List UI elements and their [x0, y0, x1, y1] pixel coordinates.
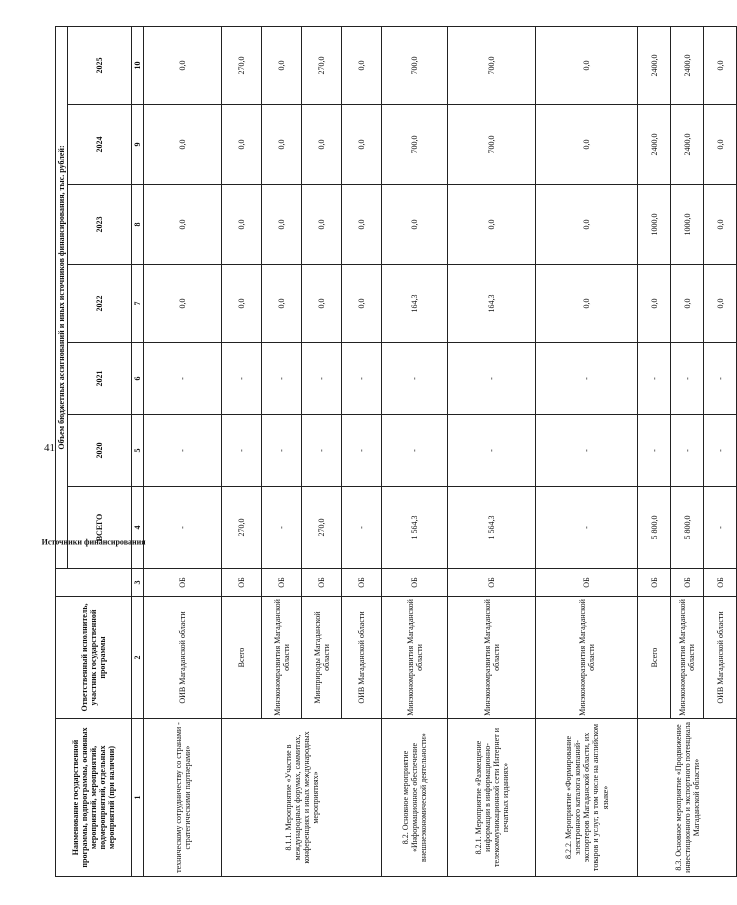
row-source: ОБ: [342, 569, 382, 597]
row-value: 270,0: [302, 26, 342, 104]
row-value: 5 800,0: [671, 487, 704, 569]
row-source: ОБ: [222, 569, 262, 597]
row-name: 8.3. Основное мероприятие «Продвижение инвестиционного и экспортного потенциала Магаданской области»: [638, 719, 737, 877]
row-value: 0,0: [302, 185, 342, 265]
row-value: 270,0: [222, 26, 262, 104]
row-value: 2400,0: [671, 26, 704, 104]
row-value: 0,0: [342, 265, 382, 343]
row-executor: ОИВ Магаданской области: [144, 597, 222, 719]
row-value: -: [144, 343, 222, 415]
row-value: -: [382, 415, 448, 487]
row-source: ОБ: [536, 569, 638, 597]
row-executor: Минэкономразвития Магаданской области: [448, 597, 536, 719]
row-value: 0,0: [536, 265, 638, 343]
row-value: 1000,0: [671, 185, 704, 265]
row-value: 0,0: [536, 105, 638, 185]
row-name: 8.1.1. Мероприятие «Участие в международных форумах, саммитах, конференциях и иных международных мероприятиях»: [222, 719, 382, 877]
header-year: 2021: [68, 343, 132, 415]
table-row: [638, 26, 671, 876]
row-source: ОБ: [448, 569, 536, 597]
row-value: -: [638, 343, 671, 415]
row-value: -: [448, 415, 536, 487]
row-value: -: [671, 415, 704, 487]
row-value: 164,3: [382, 265, 448, 343]
row-value: 0,0: [262, 265, 302, 343]
row-value: -: [144, 415, 222, 487]
row-value: 2400,0: [638, 26, 671, 104]
row-name: 8.2.1. Мероприятие «Размещение информации в информационно-телекоммуникационной сети Интернет и печатных изданиях»: [448, 719, 536, 877]
row-value: -: [262, 487, 302, 569]
row-value: 0,0: [302, 265, 342, 343]
row-value: -: [536, 487, 638, 569]
row-source: ОБ: [671, 569, 704, 597]
row-value: -: [704, 343, 737, 415]
row-value: -: [262, 343, 302, 415]
header-year: ВСЕГО: [68, 487, 132, 569]
row-value: -: [536, 415, 638, 487]
header-executor: Ответственный исполнитель, участник государственной программы: [56, 597, 132, 719]
row-value: 2400,0: [638, 105, 671, 185]
row-source: ОБ: [302, 569, 342, 597]
column-number: 10: [132, 26, 144, 104]
column-number: 8: [132, 185, 144, 265]
row-value: 0,0: [342, 26, 382, 104]
row-executor: ОИВ Магаданской области: [704, 597, 737, 719]
row-value: -: [342, 487, 382, 569]
row-value: 0,0: [448, 185, 536, 265]
row-value: 700,0: [448, 105, 536, 185]
page-number: 41: [44, 442, 55, 454]
row-value: 0,0: [144, 185, 222, 265]
row-executor: Минэкономразвития Магаданской области: [262, 597, 302, 719]
row-value: 0,0: [302, 105, 342, 185]
row-value: -: [262, 415, 302, 487]
table-body: [144, 26, 737, 876]
row-value: 270,0: [302, 487, 342, 569]
column-number: 7: [132, 265, 144, 343]
row-value: 0,0: [342, 185, 382, 265]
table-row: [448, 26, 536, 876]
row-value: 2400,0: [671, 105, 704, 185]
table-row: [222, 26, 262, 876]
header-row-1: [56, 26, 68, 876]
row-value: -: [382, 343, 448, 415]
row-name: 8.2. Основное мероприятие «Информационное обеспечение внешнеэкономической деятельности»: [382, 719, 448, 877]
header-source: [41, 537, 146, 597]
row-value: -: [536, 343, 638, 415]
row-value: 164,3: [448, 265, 536, 343]
row-value: 0,0: [704, 26, 737, 104]
row-source: ОБ: [382, 569, 448, 597]
row-value: 270,0: [222, 487, 262, 569]
row-executor: Минэкономразвития Магаданской области: [671, 597, 704, 719]
row-value: -: [222, 343, 262, 415]
header-year: 2025: [68, 26, 132, 104]
row-name: техническому сотрудничеству со странами - стратегическими партнерами»: [144, 719, 222, 877]
row-value: 0,0: [342, 105, 382, 185]
column-number: 5: [132, 415, 144, 487]
row-source: ОБ: [144, 569, 222, 597]
row-value: 0,0: [222, 185, 262, 265]
row-value: 0,0: [144, 105, 222, 185]
column-number: 6: [132, 343, 144, 415]
row-value: 0,0: [704, 185, 737, 265]
table-row: [536, 26, 638, 876]
row-value: 1 564,3: [382, 487, 448, 569]
row-value: 0,0: [704, 105, 737, 185]
row-value: -: [704, 487, 737, 569]
row-value: -: [302, 343, 342, 415]
row-value: -: [448, 343, 536, 415]
row-value: 0,0: [536, 26, 638, 104]
row-value: 0,0: [638, 265, 671, 343]
header-year: 2020: [68, 415, 132, 487]
row-value: -: [144, 487, 222, 569]
row-value: 1000,0: [638, 185, 671, 265]
row-value: -: [671, 343, 704, 415]
table-row: [144, 26, 222, 876]
table-row: [382, 26, 448, 876]
row-executor: Минэкономразвития Магаданской области: [382, 597, 448, 719]
row-value: 0,0: [222, 265, 262, 343]
row-value: 0,0: [704, 265, 737, 343]
row-value: -: [638, 415, 671, 487]
row-executor: Минэкономразвития Магаданской области: [536, 597, 638, 719]
column-number: 4: [132, 487, 144, 569]
row-value: 0,0: [222, 105, 262, 185]
row-value: 700,0: [382, 105, 448, 185]
row-value: 0,0: [144, 26, 222, 104]
row-value: 700,0: [448, 26, 536, 104]
row-value: -: [704, 415, 737, 487]
column-number: 9: [132, 105, 144, 185]
header-year: 2024: [68, 105, 132, 185]
row-source: ОБ: [262, 569, 302, 597]
row-value: 0,0: [262, 105, 302, 185]
row-executor: Всего: [222, 597, 262, 719]
row-name: 8.2.2. Мероприятие «Формирование электронного каталога компаний-экспортеров Магаданской области, их товаров и услуг, в том числе на английском языке»: [536, 719, 638, 877]
row-executor: Всего: [638, 597, 671, 719]
header-year: 2023: [68, 185, 132, 265]
column-number: 1: [132, 719, 144, 877]
row-value: 5 800,0: [638, 487, 671, 569]
header-group: Объем бюджетных ассигнований и иных источников финансирования, тыс. рублей:: [56, 26, 68, 568]
column-number: 3: [132, 569, 144, 597]
row-value: 0,0: [536, 185, 638, 265]
column-number: 2: [132, 597, 144, 719]
header-source-text: Источники финансирования: [41, 537, 146, 547]
row-value: 0,0: [144, 265, 222, 343]
row-value: 1 564,3: [448, 487, 536, 569]
row-executor: ОИВ Магаданской области: [342, 597, 382, 719]
row-value: 0,0: [262, 26, 302, 104]
row-value: 0,0: [382, 185, 448, 265]
row-value: -: [342, 415, 382, 487]
header-name: Наименование государственной программы, подпрограммы, основных мероприятий, мероприятий, подмероприятий, отдельных мероприятий (при наличии): [56, 719, 132, 877]
row-value: 0,0: [671, 265, 704, 343]
row-value: 0,0: [262, 185, 302, 265]
row-value: -: [222, 415, 262, 487]
header-year: 2022: [68, 265, 132, 343]
column-number-row: [132, 26, 144, 876]
row-source: ОБ: [704, 569, 737, 597]
row-executor: Минприроды Магаданской области: [302, 597, 342, 719]
row-source: ОБ: [638, 569, 671, 597]
row-value: -: [302, 415, 342, 487]
row-value: -: [342, 343, 382, 415]
row-value: 700,0: [382, 26, 448, 104]
